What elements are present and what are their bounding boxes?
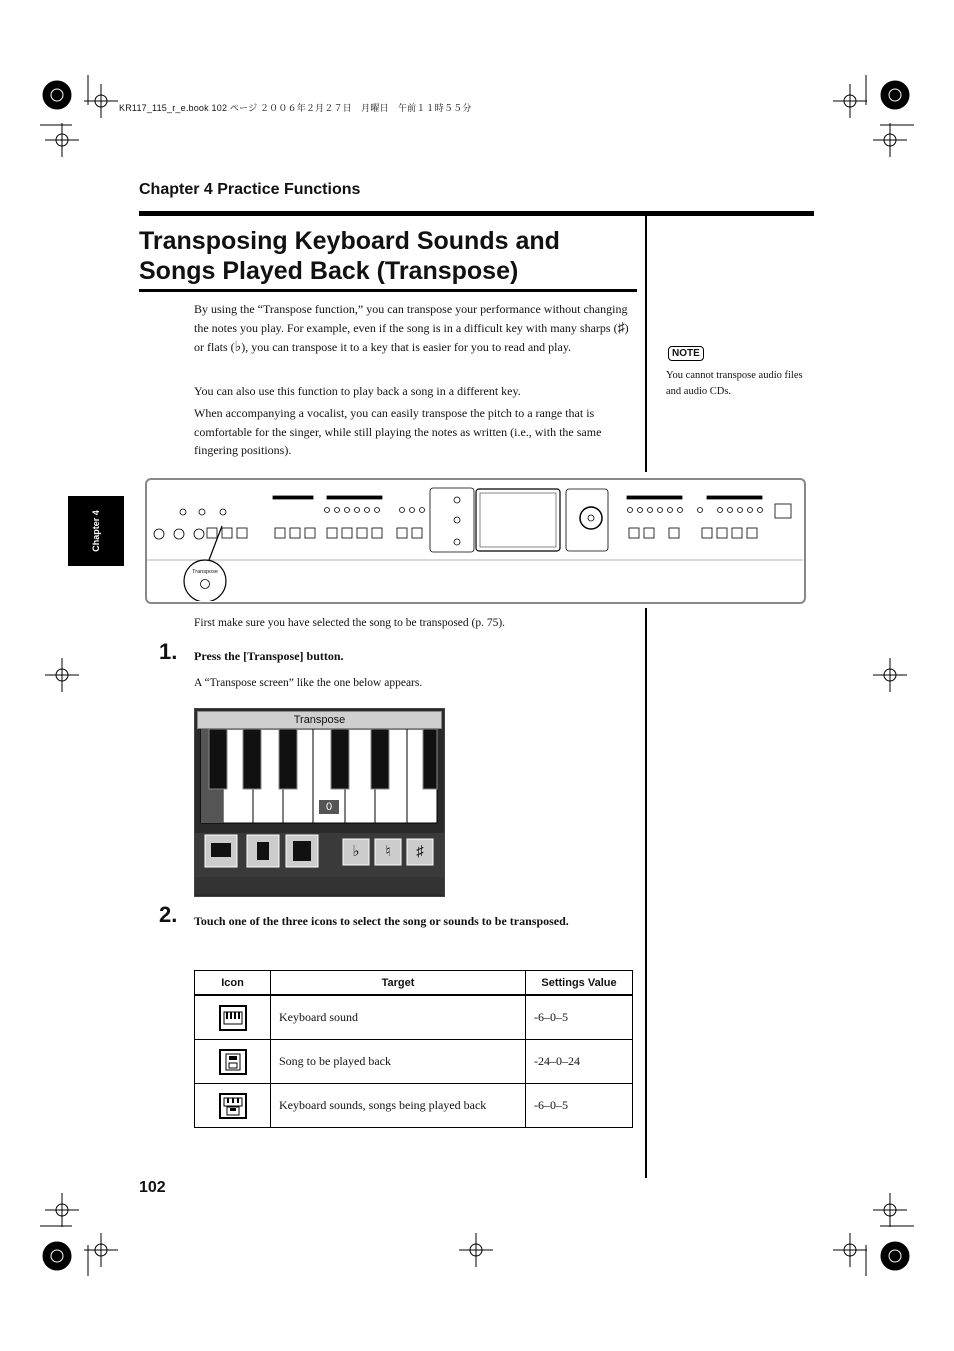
- row-value: -6–0–5: [526, 995, 633, 1040]
- title-rule: [139, 289, 637, 292]
- step-1-instruction: Press the [Transpose] button.: [194, 649, 344, 663]
- step-2-instruction: Touch one of the three icons to select the song or sounds to be transposed.: [194, 914, 569, 928]
- first-make-sure-text: First make sure you have selected the song to be transposed (p. 75).: [194, 617, 506, 629]
- header-target: Target: [271, 971, 526, 996]
- keyboard-and-song-icon: [219, 1093, 247, 1119]
- keyboard-target-button[interactable]: [205, 835, 237, 867]
- panel-drawing: [147, 480, 803, 601]
- transpose-screen-title: Transpose: [197, 711, 442, 729]
- margin-rule-lower: [645, 608, 647, 1178]
- transpose-value: 0: [319, 800, 339, 814]
- top-rule: [139, 211, 814, 216]
- note-text: You cannot transpose audio files and audio CDs.: [666, 370, 803, 397]
- note-badge: NOTE: [668, 346, 704, 361]
- flat-icon: ♭: [234, 340, 242, 355]
- table-row: [195, 995, 633, 1040]
- page-number: 102: [139, 1179, 166, 1196]
- table-row: [195, 1084, 633, 1128]
- step-1-result: A “Transpose screen” like the one below appears.: [194, 677, 423, 689]
- song-disk-icon: [219, 1049, 247, 1075]
- chapter-heading: Chapter 4 Practice Functions: [139, 181, 361, 198]
- transpose-callout-label: Transpose: [192, 569, 218, 575]
- table-row: [195, 1040, 633, 1084]
- row-value: -24–0–24: [526, 1040, 633, 1084]
- intro-paragraph-1: By using the “Transpose function,” you can transpose your performance without changing the notes you play. For example, even if the song is in a difficult key with many sharps (♯) or flats (♭), you can transpose it to a key that is easier for you to read and play.: [194, 302, 629, 355]
- chapter-side-tab: Chapter 4: [68, 496, 124, 566]
- step-2-number: 2.: [159, 902, 178, 927]
- sharp-button[interactable]: ♯: [416, 844, 424, 860]
- song-target-button[interactable]: [247, 835, 279, 867]
- sharp-icon: ♯: [617, 320, 625, 336]
- transpose-target-table: [194, 970, 633, 1128]
- row-target: Song to be played back: [271, 1040, 526, 1084]
- intro-paragraph-2: You can also use this function to play back a song in a different key.: [194, 384, 521, 398]
- row-target: Keyboard sound: [271, 995, 526, 1040]
- control-panel-illustration: [145, 478, 806, 604]
- page-title: Transposing Keyboard Sounds and Songs Played Back (Transpose): [139, 227, 560, 285]
- step-1-number: 1.: [159, 639, 178, 664]
- print-file-header: KR117_115_r_e.book 102 ページ ２００６年２月２７日 月曜日 午前１１時５５分: [119, 103, 472, 113]
- intro-paragraph-3: When accompanying a vocalist, you can easily transpose the pitch to a range that is comfortable for the singer, while still playing the notes as written (i.e., with the same fingering positions).: [194, 406, 602, 457]
- row-value: -6–0–5: [526, 1084, 633, 1128]
- row-target: Keyboard sounds, songs being played back: [271, 1084, 526, 1128]
- margin-rule-upper: [645, 216, 647, 472]
- keyboard-and-song-target-button[interactable]: [286, 835, 318, 867]
- natural-button[interactable]: ♮: [385, 844, 391, 860]
- header-settings-value: Settings Value: [526, 971, 633, 996]
- transpose-screen: [194, 708, 445, 897]
- keyboard-icon: [219, 1005, 247, 1031]
- flat-button[interactable]: ♭: [352, 844, 360, 860]
- header-icon: Icon: [195, 971, 271, 996]
